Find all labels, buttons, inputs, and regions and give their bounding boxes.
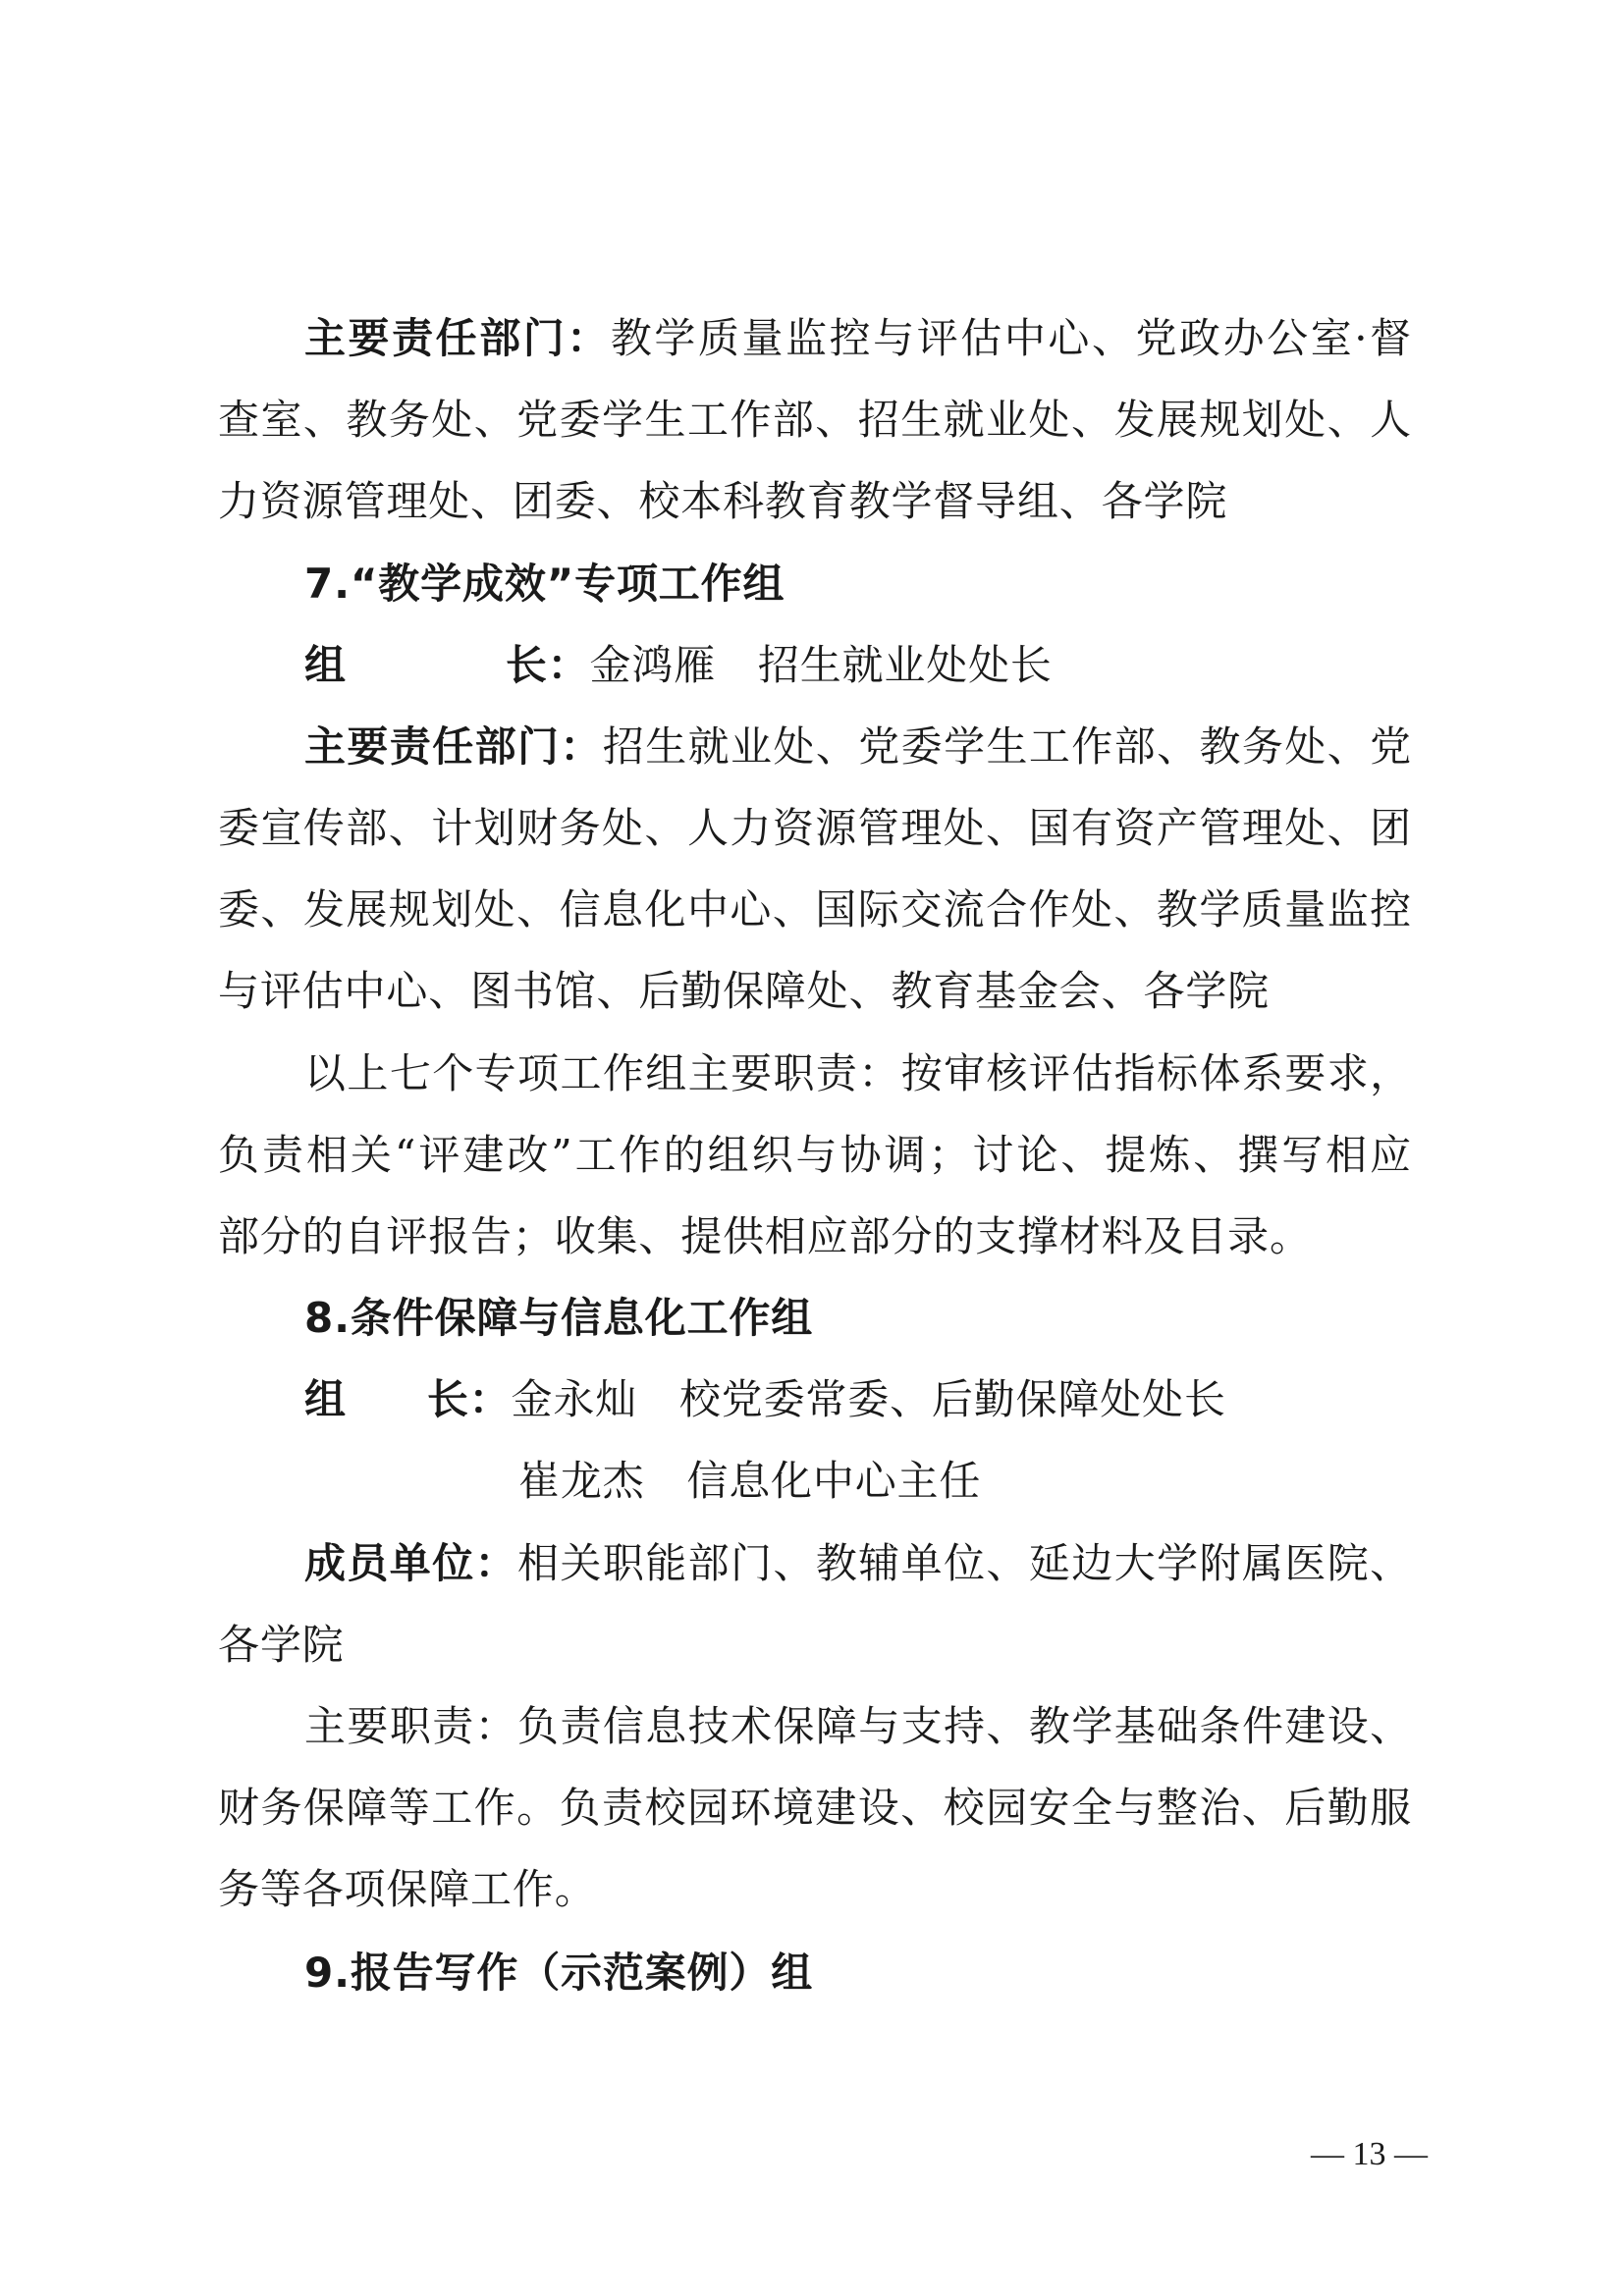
s8-leader-row-2: 崔龙杰 信息化中心主任 — [518, 1457, 982, 1505]
s7-dept-line-3: 委、发展规划处、信息化中心、国际交流合作处、教学质量监控 — [218, 885, 1412, 934]
s8-member-text-1: 相关职能部门、教辅单位、延边大学附属医院、 — [517, 1539, 1412, 1587]
summary-line-2: 负责相关“评建改”工作的组织与协调；讨论、提炼、撰写相应 — [218, 1131, 1412, 1179]
s8-duty-line-2: 财务保障等工作。负责校园环境建设、校园安全与整治、后勤服 — [218, 1784, 1412, 1832]
s9-title: 9.报告写作（示范案例）组 — [304, 1949, 814, 1997]
s8-leader-label-a: 组 — [304, 1375, 347, 1423]
s8-duty-line-1: 主要职责：负责信息技术保障与支持、教学基础条件建设、 — [304, 1702, 1412, 1750]
s8-leader-1: 金永灿 校党委常委、后勤保障处处长 — [511, 1375, 1226, 1423]
s7-leader-row — [0, 636, 1624, 695]
s7-dept-line-2: 委宣传部、计划财务处、人力资源管理处、国有资产管理处、团 — [218, 804, 1412, 852]
s6-dept-label: 主要责任部门： — [304, 314, 611, 362]
s7-leader-label-a: 组 — [304, 641, 347, 689]
s6-dept-text-1: 教学质量监控与评估中心、党政办公室·督 — [610, 314, 1413, 362]
s7-dept-line-1 — [0, 718, 1624, 776]
s8-member-label: 成员单位： — [304, 1539, 518, 1587]
s7-leader: 金鸿雁 招生就业处处长 — [589, 641, 1053, 689]
summary-line-1: 以上七个专项工作组主要职责：按审核评估指标体系要求， — [304, 1049, 1412, 1097]
s8-member-line-1 — [0, 1534, 1624, 1593]
s6-dept-line-3: 力资源管理处、团委、校本科教育教学督导组、各学院 — [218, 477, 1228, 525]
s7-dept-label: 主要责任部门： — [304, 722, 603, 771]
page-number: — 13 — — [1311, 2136, 1428, 2172]
s7-dept-text-1: 招生就业处、党委学生工作部、教务处、党 — [602, 722, 1412, 771]
s7-title: 7.“教学成效”专项工作组 — [304, 560, 785, 608]
s7-dept-line-4: 与评估中心、图书馆、后勤保障处、教育基金会、各学院 — [218, 967, 1271, 1015]
s6-dept-line-1 — [0, 309, 1624, 368]
s8-member-line-2: 各学院 — [218, 1621, 345, 1669]
s8-leader-row-1 — [0, 1370, 1624, 1429]
s7-leader-label-b: 长： — [505, 641, 590, 689]
summary-line-3: 部分的自评报告；收集、提供相应部分的支撑材料及目录。 — [218, 1212, 1312, 1260]
s8-leader-label-b: 长： — [426, 1375, 512, 1423]
s8-title: 8.条件保障与信息化工作组 — [304, 1294, 814, 1342]
s6-dept-line-2: 查室、教务处、党委学生工作部、招生就业处、发展规划处、人 — [218, 396, 1412, 444]
s8-duty-line-3: 务等各项保障工作。 — [218, 1865, 597, 1913]
